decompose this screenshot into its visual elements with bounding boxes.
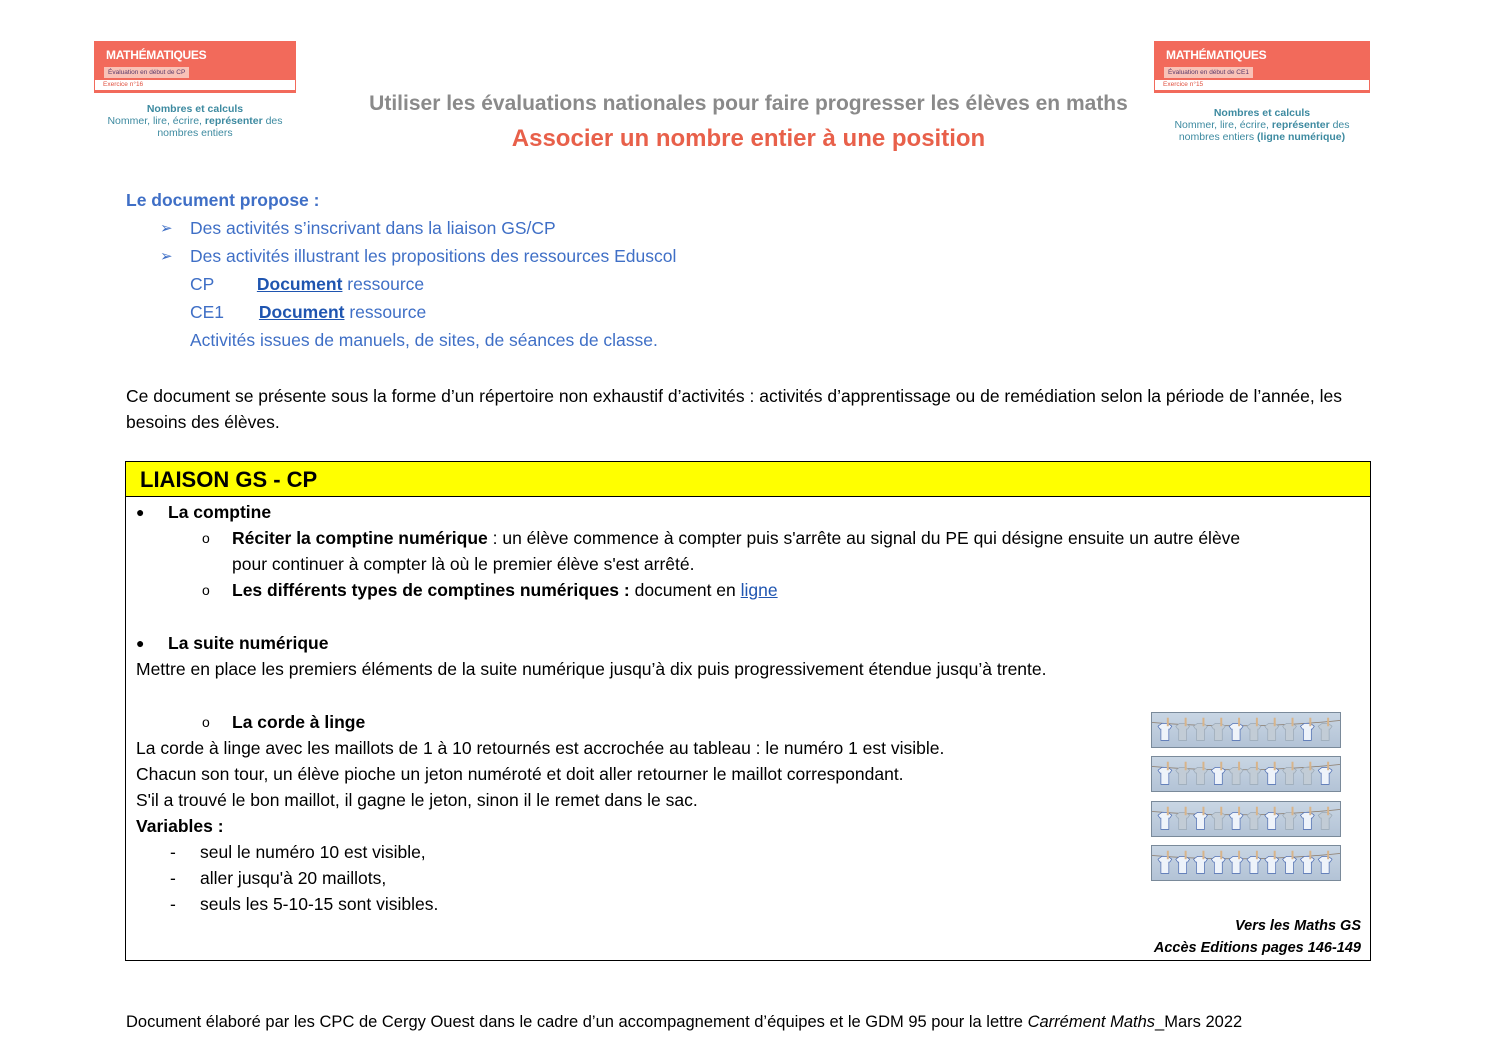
badge-banner bbox=[94, 41, 296, 93]
shirt-icon bbox=[1265, 767, 1279, 784]
clothespin-icon bbox=[1309, 851, 1311, 860]
clothespin-icon bbox=[1309, 807, 1311, 816]
resource-cp: CP Document ressource bbox=[190, 274, 425, 294]
section-title: LIAISON GS - CP bbox=[126, 462, 1370, 497]
activities-line: Activités issues de manuels, de sites, de séances de classe. bbox=[190, 330, 658, 350]
circle-bullet-icon: o bbox=[202, 714, 210, 730]
shirt-icon bbox=[1247, 856, 1261, 873]
corde-line: La corde à linge avec les maillots de 1 à 10 retournés est accrochée au tableau : le numéro 1 est visible. bbox=[136, 738, 945, 758]
shirt-icon bbox=[1318, 812, 1332, 829]
clothespin-icon bbox=[1185, 718, 1187, 727]
clothespin-icon bbox=[1238, 851, 1240, 860]
clothespin-icon bbox=[1238, 762, 1240, 771]
clothespin-icon bbox=[1220, 807, 1222, 816]
cp-document-link[interactable]: Document bbox=[256, 274, 343, 294]
badge-subject: MATHÉMATIQUES bbox=[106, 48, 207, 62]
clothespin-icon bbox=[1185, 851, 1187, 860]
clothespin-icon bbox=[1202, 718, 1204, 727]
clothesline-drawing bbox=[1152, 757, 1340, 791]
shirt-icon bbox=[1194, 812, 1208, 829]
clothespin-icon bbox=[1327, 718, 1329, 727]
shirt-icon bbox=[1318, 723, 1332, 740]
badge-evaluation: Évaluation en début de CP bbox=[104, 67, 189, 78]
comptine-item-1: Réciter la comptine numérique : un élève commence à compter puis s'arrête au signal du PE qui désigne ensuite un autre élève bbox=[232, 528, 1241, 548]
clothespin-icon bbox=[1327, 807, 1329, 816]
clothespin-icon bbox=[1167, 807, 1169, 816]
shirt-icon bbox=[1247, 723, 1261, 740]
shirt-icon bbox=[1229, 856, 1243, 873]
clothespin-icon bbox=[1202, 851, 1204, 860]
page-subtitle: Associer un nombre entier à une position bbox=[511, 125, 986, 152]
caption-title: Nombres et calculs bbox=[1213, 107, 1311, 119]
badge-banner bbox=[1154, 41, 1370, 93]
corde-line: S'il a trouvé le bon maillot, il gagne le jeton, sinon il le remet dans le sac. bbox=[136, 790, 698, 810]
bullet-icon: ● bbox=[136, 504, 145, 520]
clothespin-icon bbox=[1238, 807, 1240, 816]
clothespin-icon bbox=[1309, 718, 1311, 727]
clothespin-icon bbox=[1274, 718, 1276, 727]
corde-heading: La corde à linge bbox=[232, 712, 366, 732]
shirt-icon bbox=[1318, 767, 1332, 784]
clothespin-icon bbox=[1256, 851, 1258, 860]
variable-item: aller jusqu'à 20 maillots, bbox=[200, 868, 387, 888]
shirt-icon bbox=[1176, 723, 1190, 740]
clothespin-icon bbox=[1309, 762, 1311, 771]
clothesline-photo bbox=[1151, 801, 1341, 837]
clothespin-icon bbox=[1327, 762, 1329, 771]
variable-item: seuls les 5-10-15 sont visibles. bbox=[200, 894, 439, 914]
shirt-icon bbox=[1300, 767, 1314, 784]
comptine-item-2: Les différents types de comptines numériques : document en ligne bbox=[232, 580, 778, 600]
clothespin-icon bbox=[1292, 851, 1294, 860]
clothesline-photo bbox=[1151, 712, 1341, 748]
clothespin-icon bbox=[1220, 762, 1222, 771]
clothespin-icon bbox=[1238, 718, 1240, 727]
credit-line: Vers les Maths GS bbox=[1235, 918, 1361, 934]
badge-caption: Nombres et calculs Nommer, lire, écrire, représenter des nombres entiers bbox=[107, 103, 283, 139]
circle-bullet-icon: o bbox=[202, 530, 210, 546]
page-title: Utiliser les évaluations nationales pour faire progresser les élèves en maths bbox=[369, 92, 1128, 115]
shirt-icon bbox=[1283, 767, 1297, 784]
shirt-icon bbox=[1229, 723, 1243, 740]
footer: Document élaboré par les CPC de Cergy Ouest dans le cadre d’un accompagnement d’équipes et le GDM 95 pour la lettre Carrément Maths_Mars 2022 bbox=[126, 1013, 1243, 1031]
shirt-icon bbox=[1158, 767, 1172, 784]
shirt-icon bbox=[1283, 723, 1297, 740]
shirt-icon bbox=[1247, 767, 1261, 784]
badge-subject: MATHÉMATIQUES bbox=[1166, 48, 1267, 62]
shirt-icon bbox=[1194, 767, 1208, 784]
credit-line: Accès Editions pages 146-149 bbox=[1153, 940, 1361, 956]
clothespin-icon bbox=[1220, 851, 1222, 860]
shirt-icon bbox=[1300, 812, 1314, 829]
clothespin-icon bbox=[1202, 807, 1204, 816]
suite-heading: La suite numérique bbox=[168, 633, 329, 653]
comptine-item-1-cont: pour continuer à compter là où le premier élève s'est arrêté. bbox=[232, 554, 695, 574]
shirt-icon bbox=[1300, 856, 1314, 873]
clothespin-icon bbox=[1292, 807, 1294, 816]
intro-bullet: Des activités s’inscrivant dans la liaison GS/CP bbox=[190, 218, 556, 238]
variables-label: Variables : bbox=[136, 816, 224, 836]
clothesline-drawing bbox=[1152, 713, 1340, 747]
shirt-icon bbox=[1247, 812, 1261, 829]
shirt-icon bbox=[1318, 856, 1332, 873]
arrow-bullet-icon: ➢ bbox=[160, 248, 173, 265]
shirt-icon bbox=[1158, 723, 1172, 740]
clothespin-icon bbox=[1256, 807, 1258, 816]
arrow-bullet-icon: ➢ bbox=[160, 220, 173, 237]
shirt-icon bbox=[1176, 856, 1190, 873]
clothespin-icon bbox=[1292, 718, 1294, 727]
shirt-icon bbox=[1211, 856, 1225, 873]
dash-bullet-icon: - bbox=[170, 842, 176, 862]
circle-bullet-icon: o bbox=[202, 582, 210, 598]
shirt-icon bbox=[1211, 723, 1225, 740]
clothespin-icon bbox=[1256, 718, 1258, 727]
corde-line: Chacun son tour, un élève pioche un jeton numéroté et doit aller retourner le maillot correspondant. bbox=[136, 764, 904, 784]
clothespin-icon bbox=[1274, 762, 1276, 771]
ce1-document-link[interactable]: Document bbox=[258, 302, 345, 322]
description: Ce document se présente sous la forme d’un répertoire non exhaustif d’activités : activités d’apprentissage ou de remédiation selon la période de l’année, les besoins des élèves. bbox=[126, 386, 1342, 432]
clothespin-icon bbox=[1256, 762, 1258, 771]
shirt-icon bbox=[1176, 767, 1190, 784]
clothespin-icon bbox=[1167, 718, 1169, 727]
clothesline-photo bbox=[1151, 845, 1341, 881]
clothespin-icon bbox=[1292, 762, 1294, 771]
clothespin-icon bbox=[1167, 762, 1169, 771]
comptine-heading: La comptine bbox=[168, 502, 272, 522]
badge-exercise: Exercice n°16 bbox=[94, 79, 296, 91]
badge-exercise: Exercice n°15 bbox=[1154, 79, 1370, 91]
clothespin-icon bbox=[1202, 762, 1204, 771]
shirt-icon bbox=[1211, 812, 1225, 829]
suite-text: Mettre en place les premiers éléments de la suite numérique jusqu’à dix puis progressivement étendue jusqu’à trente. bbox=[136, 659, 1047, 679]
shirt-icon bbox=[1265, 812, 1279, 829]
online-document-link[interactable]: ligne bbox=[740, 580, 778, 600]
caption-title: Nombres et calculs bbox=[146, 103, 244, 115]
shirt-icon bbox=[1176, 812, 1190, 829]
shirt-icon bbox=[1265, 723, 1279, 740]
clothesline-drawing bbox=[1152, 846, 1340, 880]
clothespin-icon bbox=[1185, 807, 1187, 816]
dash-bullet-icon: - bbox=[170, 894, 176, 914]
clothesline-photo bbox=[1151, 756, 1341, 792]
shirt-icon bbox=[1283, 812, 1297, 829]
shirt-icon bbox=[1265, 856, 1279, 873]
clothespin-icon bbox=[1185, 762, 1187, 771]
resource-ce1: CE1 Document ressource bbox=[190, 302, 427, 322]
intro-bullet: Des activités illustrant les propositions des ressources Eduscol bbox=[190, 246, 677, 266]
shirt-icon bbox=[1229, 812, 1243, 829]
shirt-icon bbox=[1194, 723, 1208, 740]
variable-item: seul le numéro 10 est visible, bbox=[200, 842, 426, 862]
shirt-icon bbox=[1283, 856, 1297, 873]
shirt-icon bbox=[1158, 812, 1172, 829]
shirt-icon bbox=[1300, 723, 1314, 740]
badge-caption: Nombres et calculs Nommer, lire, écrire, représenter des nombres entiers (ligne numérique) bbox=[1174, 107, 1350, 143]
clothespin-icon bbox=[1327, 851, 1329, 860]
shirt-icon bbox=[1158, 856, 1172, 873]
clothespin-icon bbox=[1274, 851, 1276, 860]
badge-evaluation: Évaluation en début de CE1 bbox=[1164, 67, 1253, 78]
clothespin-icon bbox=[1274, 807, 1276, 816]
dash-bullet-icon: - bbox=[170, 868, 176, 888]
intro-heading: Le document propose : bbox=[126, 190, 320, 210]
bullet-icon: ● bbox=[136, 635, 145, 651]
shirt-icon bbox=[1229, 767, 1243, 784]
section-box bbox=[125, 461, 1371, 961]
clothesline-drawing bbox=[1152, 802, 1340, 836]
shirt-icon bbox=[1194, 856, 1208, 873]
clothespin-icon bbox=[1220, 718, 1222, 727]
shirt-icon bbox=[1211, 767, 1225, 784]
clothespin-icon bbox=[1167, 851, 1169, 860]
